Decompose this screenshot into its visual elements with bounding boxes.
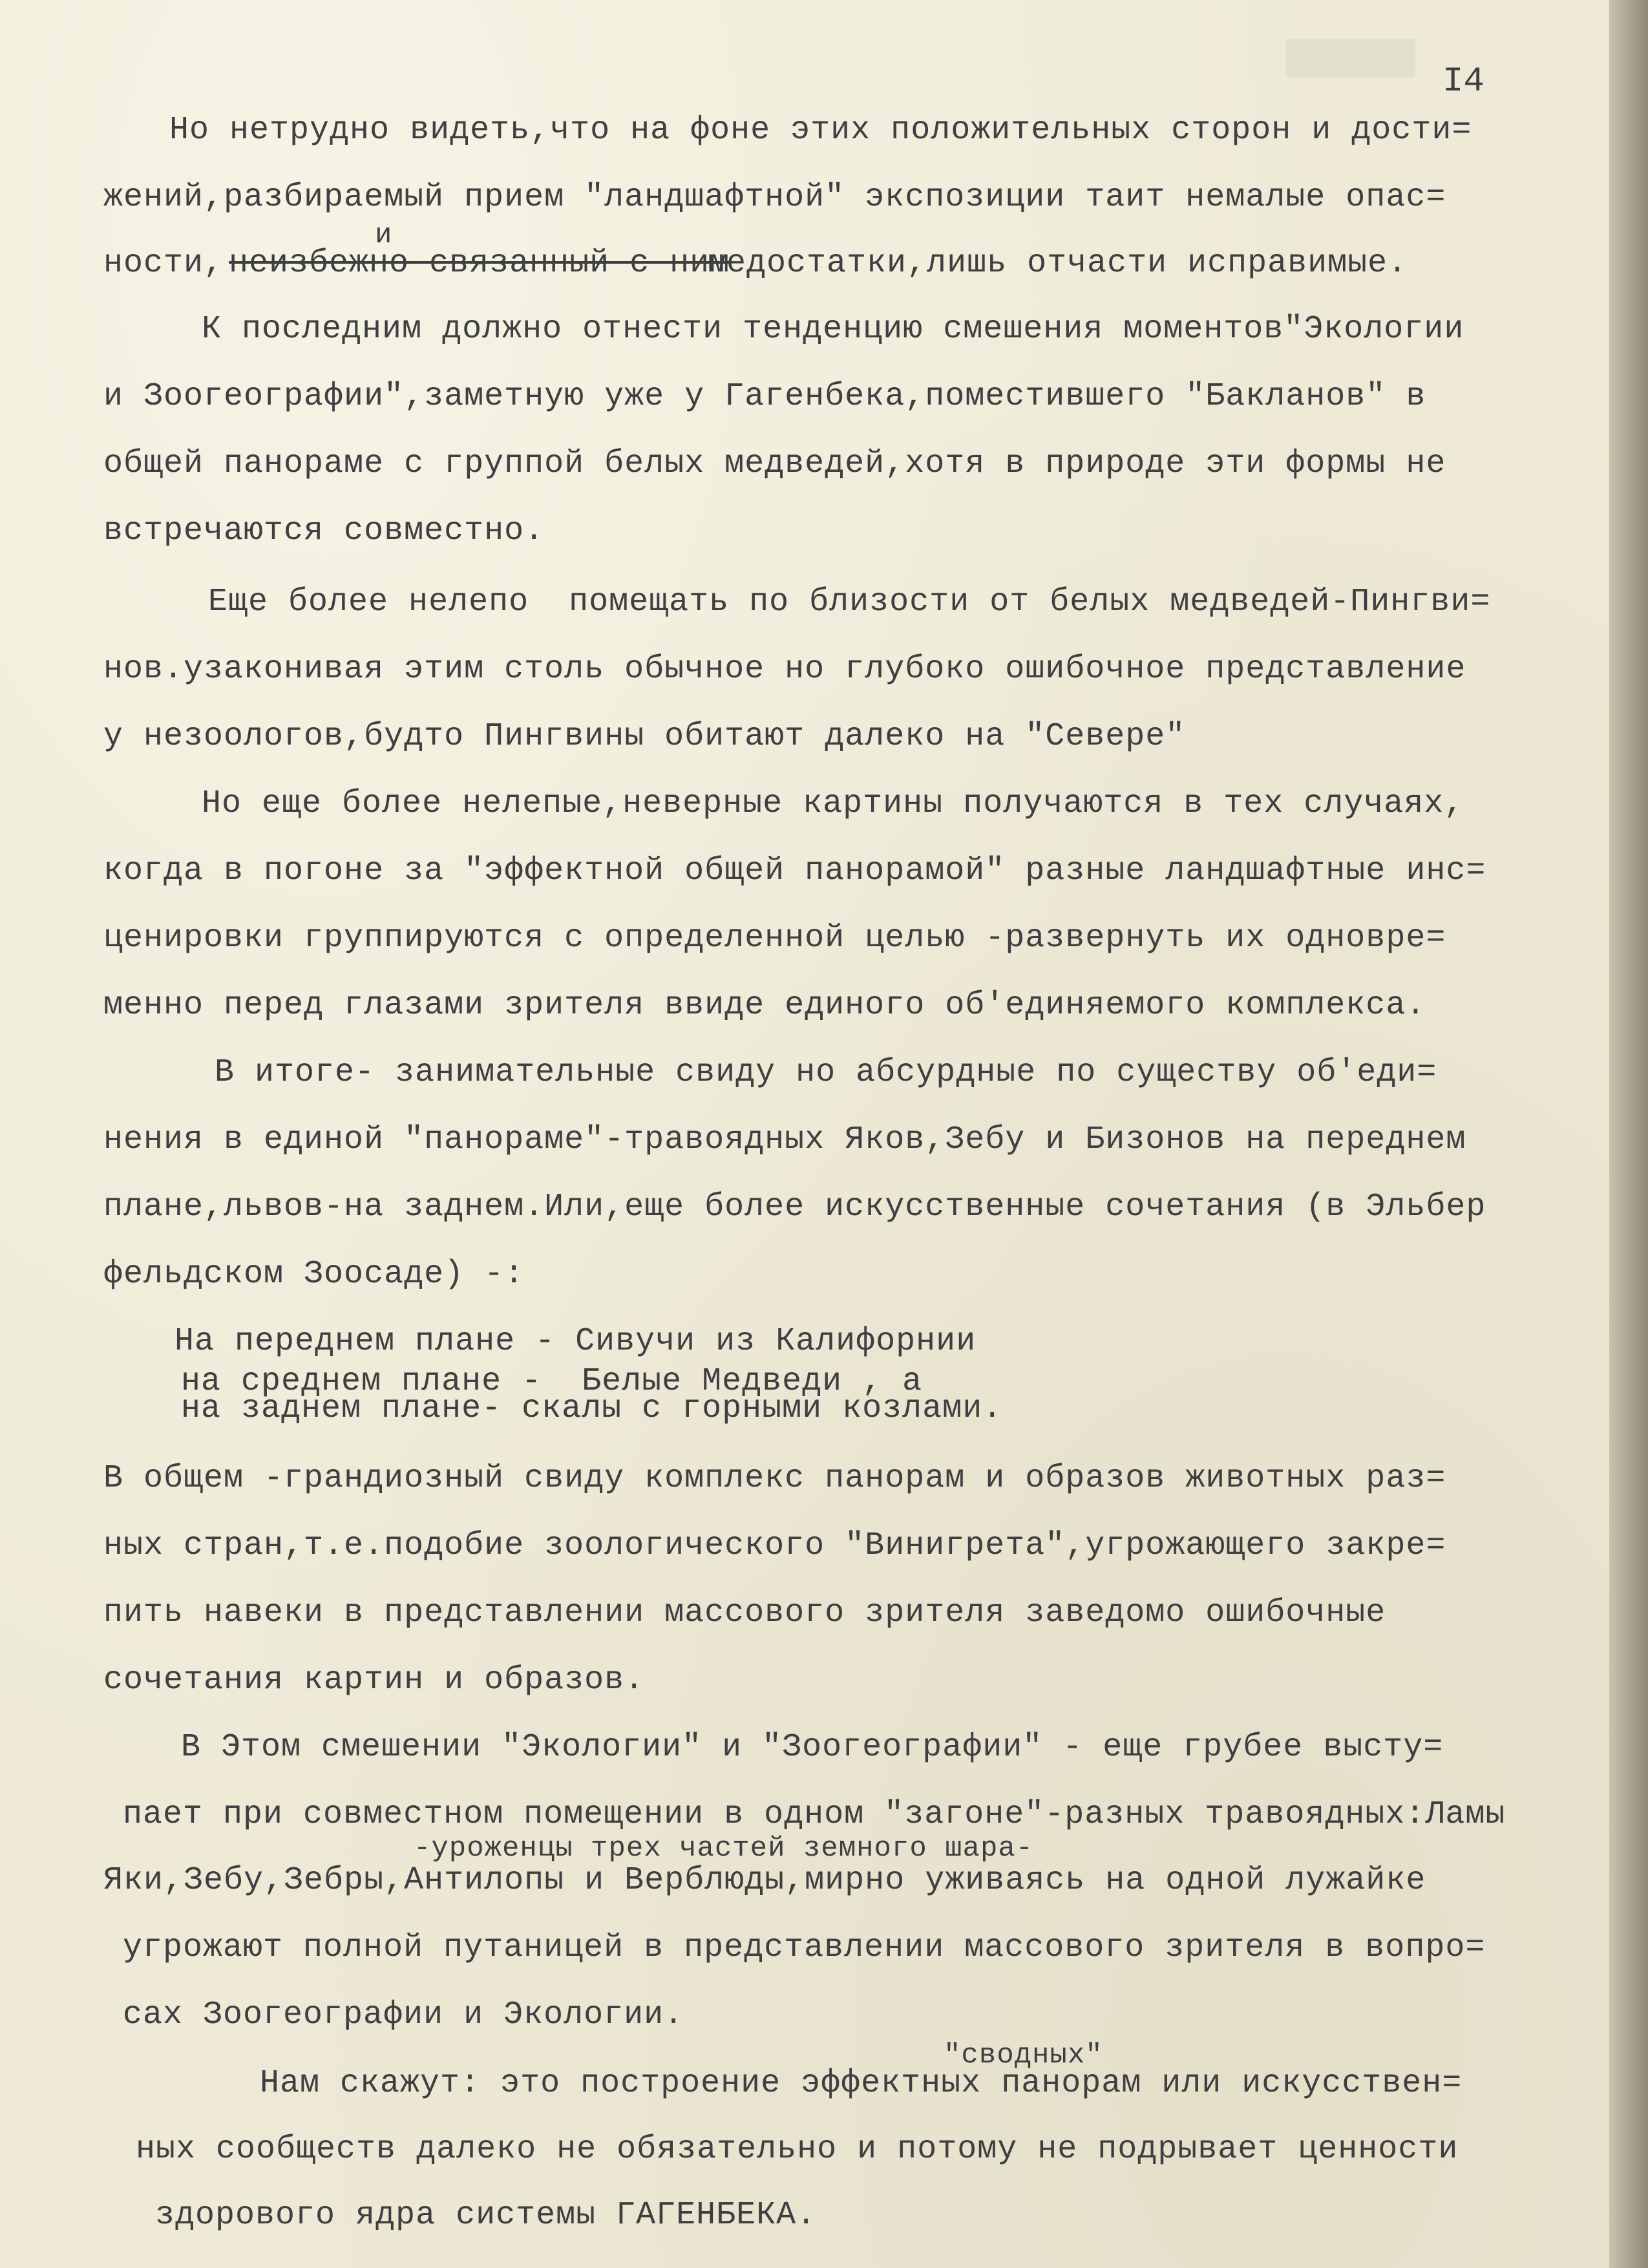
text-line: Но нетрудно видеть,что на фоне этих положительных сторон и дости=	[129, 112, 1472, 149]
list-line: На переднем плане - Сивучи из Калифорнии	[174, 1323, 977, 1360]
text-line: фельдском Зоосаде) -:	[103, 1256, 525, 1293]
text-line: когда в погоне за "эффектной общей панорамой" разные ландшафтные инс=	[103, 853, 1486, 889]
text-line: Нам скажут: это построение эффектных панорам или искусствен=	[220, 2065, 1463, 2102]
handwritten-insertion: -уроженцы трех частей земного шара-	[414, 1832, 1034, 1865]
text-line: ных сообществ далеко не обязательно и потому не подрывает ценности	[136, 2131, 1459, 2168]
text-line: общей панораме с группой белых медведей,хотя в природе эти формы не	[103, 445, 1446, 482]
page-number: I4	[1442, 62, 1484, 101]
page-edge	[1609, 0, 1648, 2268]
handwritten-insertion: и	[375, 219, 393, 251]
text-line: пить навеки в представлении массового зрителя заведомо ошибочные	[103, 1595, 1386, 1631]
text-line: встречаются совместно.	[103, 513, 545, 549]
text-line: ности,	[103, 245, 224, 282]
text-line: В общем -грандиозный свиду комплекс панорам и образов животных раз=	[103, 1460, 1446, 1497]
text-line: В итоге- занимательные свиду но абсурдные по существу об'еди=	[174, 1054, 1437, 1091]
struck-out-text: неизбежно связанный с ним	[229, 245, 730, 282]
text-line: угрожают полной путаницей в представлении массового зрителя в вопро=	[123, 1929, 1486, 1966]
text-line: Яки,Зебу,Зебры,Антилопы и Верблюды,мирно уживаясь на одной лужайке	[103, 1862, 1426, 1899]
text-line: сах Зоогеографии и Экологии.	[123, 1997, 684, 2033]
text-line: ных стран,т.е.подобие зоологического "Винигрета",угрожающего закре=	[103, 1527, 1446, 1564]
text-line: пает при совместном помещении в одном "загоне"-разных травоядных:Ламы	[123, 1796, 1506, 1833]
text-line: К последним должно отнести тенденцию смешения моментов"Экологии	[162, 311, 1464, 348]
text-line: Но еще более нелепые,неверные картины получаются в тех случаях,	[162, 785, 1464, 822]
text-line: ценировки группируются с определенной целью -развернуть их одновре=	[103, 920, 1446, 957]
text-line: плане,львов-на заднем.Или,еще более искусственные сочетания (в Эльбер	[103, 1189, 1486, 1225]
text-line: менно перед глазами зрителя ввиде единого об'единяемого комплекса.	[103, 987, 1426, 1024]
text-line: у незоологов,будто Пингвины обитают далеко на "Севере"	[103, 718, 1186, 755]
bleed-through-mark	[1286, 39, 1415, 78]
text-line: сочетания картин и образов.	[103, 1662, 645, 1699]
list-line: на заднем плане- скалы с горными козлами.	[181, 1390, 1003, 1427]
text-line: В Этом смешении "Экологии" и "Зоогеографии" - еще грубее высту=	[181, 1729, 1444, 1766]
text-line: и Зоогеографии",заметную уже у Гагенбека,поместившего "Бакланов" в	[103, 378, 1426, 415]
text-line: нения в единой "панораме"-травоядных Яков,Зебу и Бизонов на переднем	[103, 1121, 1466, 1158]
text-line: Еще более нелепо помещать по близости от белых медведей-Пингви=	[168, 584, 1491, 620]
list-line: на среднем плане - Белые Медведи , а	[181, 1363, 923, 1400]
text-line: жений,разбираемый прием "ландшафтной" экспозиции таит немалые опас=	[103, 179, 1446, 216]
text-line: недостатки,лишь отчасти исправимые.	[686, 245, 1408, 282]
text-line: здорового ядра системы ГАГЕНБЕКА.	[155, 2197, 817, 2234]
text-line: нов.узаконивая этим столь обычное но глубоко ошибочное представление	[103, 651, 1466, 688]
handwritten-insertion: "сводных"	[944, 2039, 1103, 2072]
